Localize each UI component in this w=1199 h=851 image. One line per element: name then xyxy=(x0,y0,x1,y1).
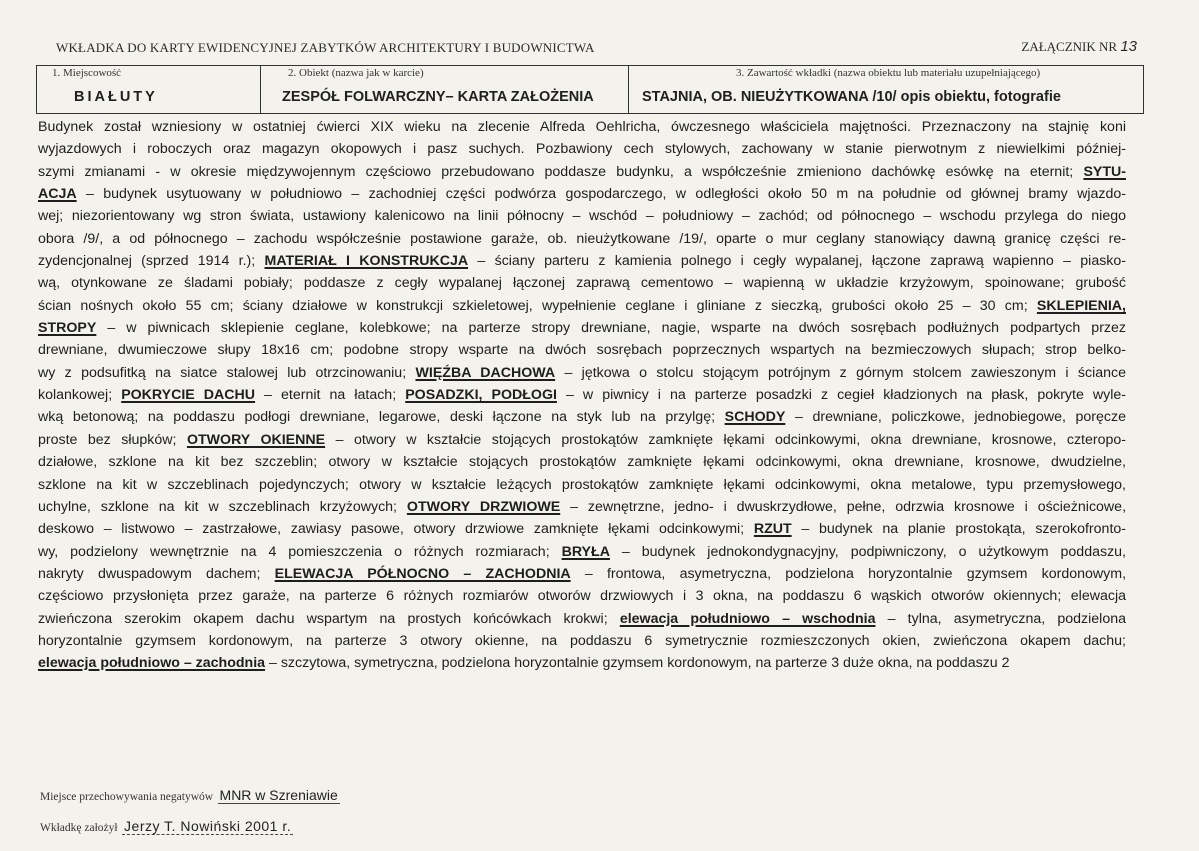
object-label: 2. Obiekt (nazwa jak w karcie) xyxy=(288,67,424,79)
text-line xyxy=(38,250,1126,272)
text-line xyxy=(38,563,1126,585)
section-heading: SKLEPIENIA, xyxy=(1036,297,1126,314)
description-text xyxy=(38,116,1126,675)
text-line xyxy=(38,384,1126,406)
text-line xyxy=(38,317,1126,339)
text-segment: wy z podsufitką na siatce stalowej lub otrzcinowaniu; xyxy=(38,364,416,381)
text-segment: – drewniane, policzkowe, jednobiegowe, poręcze xyxy=(785,409,1126,426)
text-segment: – w piwnicach sklepienie ceglane, kolebkowe; na parterze stropy drewniane, nagie, wsparte na dwóch sosrębach podłużnych podpartych przez xyxy=(96,320,1126,337)
place-value: BIAŁUTY xyxy=(74,89,158,105)
text-segment: – budynek usytuowany w południowo – zachodniej części podwórza gospodarczego, w odległości około 50 m na południe od głównej bramy wjazdo- xyxy=(76,186,1126,203)
header-divider xyxy=(36,66,37,114)
section-heading: POSADZKI, PODŁOGI xyxy=(405,387,557,404)
form-title: WKŁADKA DO KARTY EWIDENCYJNEJ ZABYTKÓW ARCHITEKTURY I BUDOWNICTWA xyxy=(56,40,595,55)
text-line xyxy=(38,429,1126,451)
content-label: 3. Zawartość wkładki (nazwa obiektu lub materiału uzupełniającego) xyxy=(736,67,1041,79)
text-segment: – tylna, asymetryczna, podzielona xyxy=(875,610,1127,627)
text-line xyxy=(38,228,1126,250)
section-heading: SCHODY xyxy=(724,409,786,426)
section-heading: OTWORY OKIENNE xyxy=(186,431,326,448)
header-top-rule xyxy=(36,65,1144,66)
text-segment: horyzontalnie gzymsem kordonowym, na parterze 3 otwory okienne, na poddaszu 6 symetrycznie rozmieszczonych okien, zwieńczona okapem dachu; xyxy=(38,632,1126,649)
text-line xyxy=(38,138,1126,160)
text-line xyxy=(38,295,1126,317)
text-segment: wyjazdowych i roboczych oraz magazyn okopowych i pasz suchych. Pozbawiony cech stylowych, zachowany w stanie pierwotnym z niewielkimi później- xyxy=(38,141,1126,158)
text-segment: działowe, szklone na kit bez szczeblin; otwory w kształcie stojących prostokątów zamknięte łękami odcinkowymi, okna drewniane, krosnowe, dwudzielne, xyxy=(38,454,1126,471)
text-segment: – budynek na planie prostokąta, szerokofronto- xyxy=(791,521,1126,538)
text-segment: – jętkowa o stolcu stojącym potrójnym z górnym stolcem zawieszonym i ściance xyxy=(555,364,1126,381)
section-heading: RZUT xyxy=(753,521,792,538)
text-segment: obora /9/, a od północnego – zachodu współcześnie postawione garaże, ob. nieużytkowane /19/, oparte o mur ceglany stanowiący dawną granicę części re- xyxy=(38,230,1126,247)
header-divider xyxy=(628,66,629,114)
section-heading: ACJA xyxy=(38,186,77,203)
header-bottom-rule xyxy=(36,113,1144,114)
text-segment: – w piwnicy i na parterze posadzki z cegieł kładzionych na płask, pokryte wyle- xyxy=(556,387,1126,404)
annex-label xyxy=(1021,38,1137,55)
text-segment: Budynek został wzniesiony w ostatniej ćwierci XIX wieku na zlecenie Alfreda Oehlricha, ówczesnego właściciela majętności. Przeznaczony na stajnię koni xyxy=(38,119,1126,135)
content-value: STAJNIA, OB. NIEUŻYTKOWANA /10/ opis obiektu, fotografie xyxy=(642,89,1061,105)
text-line xyxy=(38,496,1126,518)
text-segment: zydencjonalnej (sprzed 1914 r.); xyxy=(38,253,265,270)
text-line xyxy=(38,518,1126,540)
object-value: ZESPÓŁ FOLWARCZNY– KARTA ZAŁOŻENIA xyxy=(282,89,594,105)
text-segment: nakryty dwuspadowym dachem; xyxy=(38,565,275,582)
text-line xyxy=(38,205,1126,227)
text-segment: proste bez słupków; xyxy=(38,431,187,448)
text-segment: deskowo – listwowo – zastrzałowe, zawiasy pasowe, otwory drzwiowe zamknięte łękami odcinkowymi; xyxy=(38,521,754,538)
header-divider xyxy=(1143,66,1144,114)
section-heading: POKRYCIE DACHU xyxy=(121,387,256,404)
annex-label-text: ZAŁĄCZNIK NR xyxy=(1021,39,1118,54)
text-line xyxy=(38,339,1126,361)
text-segment: wą, otynkowane ze śladami pobiały; poddasze z cegły wypalanej łączonej zaprawą cementowo – wapienną w układzie krzyżowym, spoinowane; grubość xyxy=(38,275,1126,292)
text-segment: ścian nośnych około 55 cm; ściany działowe w konstrukcji szkieletowej, wypełnienie ceglane i gliniane z sieczką, grubości około 25 – 30 cm; xyxy=(38,297,1037,314)
text-line xyxy=(38,630,1126,652)
section-heading: elewacja południowo – wschodnia xyxy=(619,610,876,627)
text-line xyxy=(38,116,1126,138)
text-segment: – frontowa, asymetryczna, podzielona horyzontalnie gzymsem kordonowym, xyxy=(570,565,1127,582)
place-label: 1. Miejscowość xyxy=(52,67,122,79)
text-line xyxy=(38,161,1126,183)
text-segment: – budynek jednokondygnacyjny, podpiwniczony, o użytkowym poddaszu, xyxy=(609,543,1126,560)
text-segment: – zewnętrzne, jedno- i dwuskrzydłowe, pełne, odrzwia krosnowe i ościeżnicowe, xyxy=(560,498,1127,515)
text-line xyxy=(38,474,1126,496)
text-line xyxy=(38,585,1126,607)
section-heading: STROPY xyxy=(38,320,97,337)
text-segment: – szczytowa, symetryczna, podzielona horyzontalnie gzymsem kordonowym, na parterze 3 duże okna, na poddaszu 2 xyxy=(265,655,1010,672)
section-heading: BRYŁA xyxy=(561,543,610,560)
text-segment: wej; niezorientowany wg stron świata, ustawiony kalenicowo na linii północny – wschód – południowy – zachód; od północnego – wschodu przylega do niego xyxy=(38,208,1126,225)
storage-row xyxy=(40,787,340,805)
text-segment: wką betonową; na poddaszu podłogi drewniane, legarowe, deski łączone na styk lub na przylgę; xyxy=(38,409,725,426)
section-heading: elewacja południowo – zachodnia xyxy=(38,655,266,672)
section-heading: MATERIAŁ I KONSTRUKCJA xyxy=(264,253,469,270)
text-line xyxy=(38,272,1126,294)
author-value: Jerzy T. Nowiński 2001 r. xyxy=(124,818,292,834)
text-segment: – eternit na łatach; xyxy=(255,387,406,404)
text-line xyxy=(38,406,1126,428)
section-heading: WIĘŹBA DACHOWA xyxy=(415,364,556,381)
storage-label: Miejsce przechowywania negatywów xyxy=(40,791,214,803)
text-segment: zwieńczona szerokim okapem dachu wspartym na prostych końcówkach krokwi; xyxy=(38,610,620,627)
text-segment: – ściany parteru z kamienia polnego i cegły wypalanej, łączone zaprawą wapienno – piasko- xyxy=(468,253,1127,270)
annex-number: 13 xyxy=(1120,38,1137,55)
text-segment: drewniane, dwumieczowe słupy 18x16 cm; podobne stropy wsparte na dwóch sosrębach poprzecznych wspartych na bezmieczowych słupach; strop belko- xyxy=(38,342,1126,359)
author-row xyxy=(40,818,293,836)
text-line xyxy=(38,541,1126,563)
text-line xyxy=(38,451,1126,473)
author-label: Wkładkę założył xyxy=(40,822,118,834)
section-heading: SYTU- xyxy=(1083,163,1126,180)
storage-value: MNR w Szreniawie xyxy=(219,787,338,803)
text-segment: kolankowej; xyxy=(38,387,122,404)
text-segment: uchylne, szklone na kit w szczeblinach krzyżowych; xyxy=(38,498,407,515)
section-heading: ELEWACJA PÓŁNOCNO – ZACHODNIA xyxy=(274,565,571,582)
section-heading: OTWORY DRZWIOWE xyxy=(406,498,561,515)
text-line xyxy=(38,608,1126,630)
text-segment: szymi zmianami - w okresie międzywojennym częściowo przebudowano poddasze budynku, a współcześnie zmieniono dachówkę esówkę na eternit; xyxy=(38,163,1084,180)
text-line xyxy=(38,183,1126,205)
text-line xyxy=(38,362,1126,384)
text-line xyxy=(38,652,1126,674)
text-segment: szklone na kit w szczeblinach pojedynczych; otwory w kształcie leżących prostokątów zamknięte łękami odcinkowymi, okna metalowe, typu przemysłowego, xyxy=(38,476,1126,493)
header-divider xyxy=(260,66,261,114)
text-segment: wy, podzielony wewnętrznie na 4 pomieszczenia o różnych rozmiarach; xyxy=(38,543,562,560)
text-segment: – otwory w kształcie stojących prostokątów zamknięte łękami odcinkowymi, okna drewniane, krosnowe, czteropo- xyxy=(325,431,1126,448)
text-segment: częściowo przysłonięta przez garaże, na parterze 6 różnych rozmiarów otworów drzwiowych i 3 okna, na poddaszu 6 wąskich otworów okiennych; elewacja xyxy=(38,588,1126,605)
